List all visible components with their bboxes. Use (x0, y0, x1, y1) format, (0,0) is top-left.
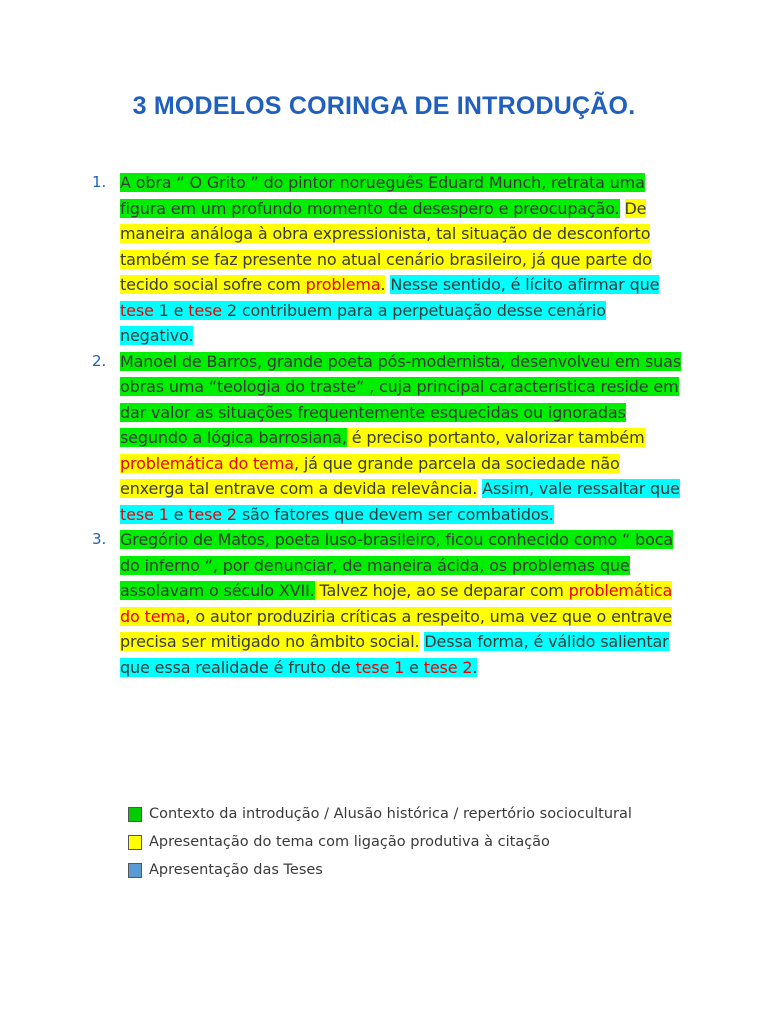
legend-item-context (128, 800, 688, 828)
legend-label: Apresentação das Teses (149, 862, 323, 878)
paragraph-segment: é preciso portanto, valorizar também (346, 428, 645, 447)
item-paragraph (120, 527, 682, 680)
paragraph-segment: e (404, 657, 424, 677)
list-item (92, 349, 682, 528)
paragraph-segment: são fatores que devem ser combatidos. (236, 504, 554, 524)
yellow-swatch (128, 835, 142, 850)
emphasis-text: problema (305, 275, 381, 294)
paragraph-segment: 1 e (153, 300, 189, 320)
emphasis-text: tese 1 (120, 504, 169, 524)
item-number: 3. (92, 530, 107, 548)
legend-label: Contexto da introdução / Alusão histórica / repertório sociocultural (149, 806, 632, 822)
paragraph-segment: 2 contribuem para a perpetuação desse cenário negativo. (120, 300, 606, 345)
emphasis-text: tese (120, 300, 154, 320)
list-item (92, 527, 682, 680)
paragraph-segment: . (472, 657, 478, 677)
emphasis-text: problemática do tema (120, 453, 294, 473)
paragraph-segment: , o autor produziria críticas a respeito, uma vez que o entrave precisa ser mitigado no âmbito social. (120, 606, 673, 651)
page-title: 3 MODELOS CORINGA DE INTRODUÇÃO. (132, 92, 636, 120)
emphasis-text: tese 2 (423, 657, 473, 677)
legend-item-theme (128, 828, 688, 856)
models-list (92, 170, 682, 680)
legend-label: Apresentação do tema com ligação produtiva à citação (149, 834, 550, 850)
item-number: 2. (92, 351, 107, 370)
paragraph-segment: Talvez hoje, ao se deparar com (314, 581, 569, 600)
item-paragraph (120, 170, 682, 349)
paragraph-segment: . (380, 275, 386, 294)
paragraph-segment: A obra “ O Grito ” do pintor norueguês Eduard Munch, retrata uma figura em um profundo momento de desespero e preocupação. (120, 173, 645, 218)
item-number: 1. (92, 173, 107, 191)
emphasis-text: tese (188, 300, 222, 320)
green-swatch (128, 807, 142, 822)
color-legend (128, 800, 688, 884)
item-paragraph (120, 349, 682, 528)
paragraph-segment: e (168, 504, 189, 524)
paragraph-segment (620, 199, 625, 218)
emphasis-text: tese 2 (188, 504, 237, 524)
paragraph-segment: Gregório de Matos, poeta luso-brasileiro, ficou conhecido como “ boca do inferno “, por denunciar, de maneira ácida, os problemas que assolavam o século XVII. (120, 530, 674, 600)
paragraph-segment: Dessa forma, é válido salientar que essa realidade é fruto de (120, 632, 669, 677)
emphasis-text: problemática do tema (120, 581, 673, 626)
list-item (92, 170, 682, 349)
paragraph-segment: Nesse sentido, é lícito afirmar que (390, 275, 660, 294)
paragraph-segment: Manoel de Barros, grande poeta pós-modernista, desenvolveu em suas obras uma “teologia do traste“ , cuja principal característica reside em dar valor as situações frequentemente esquecidas ou ignoradas segundo a lógica barrosiana, (120, 351, 682, 447)
emphasis-text: tese 1 (355, 657, 405, 677)
legend-item-theses (128, 856, 688, 884)
paragraph-segment: Assim, vale ressaltar que (482, 479, 680, 498)
paragraph-segment: , já que grande parcela da sociedade não enxerga tal entrave com a devida relevância. (120, 453, 620, 498)
blue-swatch (128, 863, 142, 878)
paragraph-segment: De maneira análoga à obra expressionista, tal situação de desconforto também se faz presente no atual cenário brasileiro, já que parte do tecido social sofre com (120, 198, 652, 294)
